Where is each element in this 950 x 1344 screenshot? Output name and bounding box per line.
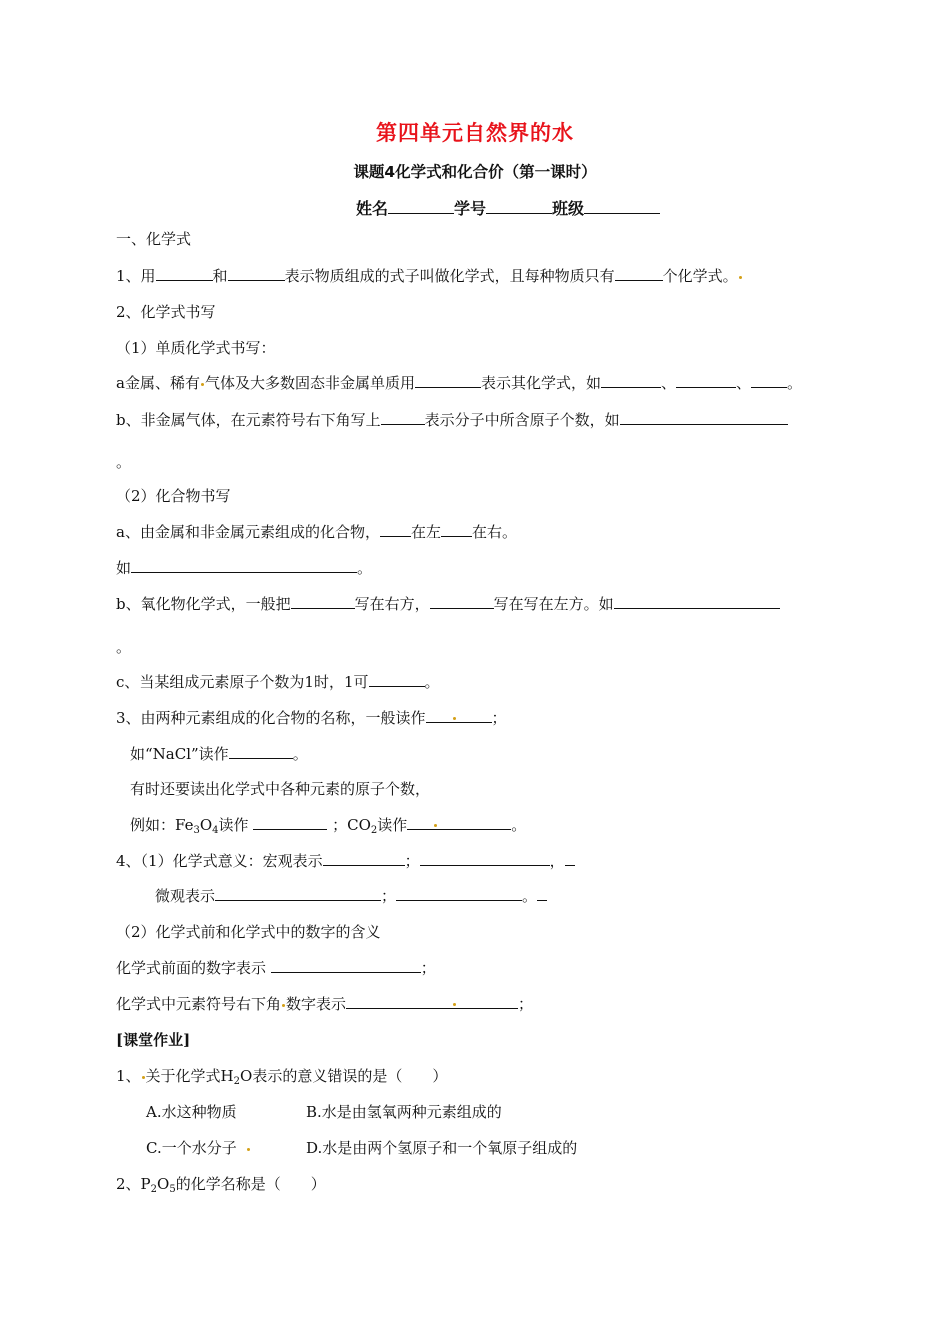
text: ； bbox=[404, 852, 420, 870]
question-line-13 bbox=[116, 708, 507, 728]
text: 。 bbox=[522, 887, 538, 905]
text: 表示物质组成的式子叫做化学式，且每种物质只有 bbox=[284, 267, 615, 285]
question-line-1 bbox=[116, 266, 743, 286]
text: ； bbox=[491, 709, 507, 727]
option-a[interactable]: A.水这种物质 bbox=[146, 1103, 237, 1121]
text: 气体及大多数固态非金属单质用 bbox=[204, 374, 415, 392]
text: 如 bbox=[116, 559, 132, 577]
blank[interactable] bbox=[156, 266, 213, 281]
text: 、 bbox=[736, 374, 752, 392]
text: ， bbox=[549, 852, 565, 870]
text: 写在写在左方。如 bbox=[493, 595, 614, 613]
blank[interactable] bbox=[420, 851, 550, 866]
exercise-2 bbox=[116, 1174, 326, 1200]
text: ；CO bbox=[332, 816, 371, 834]
mark-dot bbox=[453, 717, 456, 720]
question-line-14 bbox=[130, 744, 308, 764]
blank[interactable] bbox=[620, 410, 788, 425]
text: 关于化学式H bbox=[145, 1067, 234, 1085]
blank[interactable] bbox=[380, 522, 411, 537]
blank[interactable] bbox=[396, 886, 522, 901]
exercise-1 bbox=[116, 1066, 447, 1092]
subscript: 4 bbox=[212, 825, 219, 836]
blank[interactable] bbox=[323, 851, 405, 866]
blank[interactable] bbox=[228, 266, 285, 281]
text: b、非金属气体，在元素符号右下角写上 bbox=[116, 411, 381, 429]
text: a金属、稀有 bbox=[116, 374, 200, 392]
text: 读作 bbox=[218, 816, 249, 834]
blank[interactable] bbox=[229, 744, 293, 759]
name-label: 姓名 bbox=[356, 199, 389, 218]
text: 表示分子中所含原子个数，如 bbox=[424, 411, 620, 429]
text: ； bbox=[381, 887, 397, 905]
question-line-3: （1）单质化学式书写： bbox=[116, 339, 276, 357]
text: 的化学名称是（ ） bbox=[175, 1175, 326, 1193]
text: 和 bbox=[212, 267, 228, 285]
mark-dot bbox=[434, 824, 437, 827]
blank[interactable] bbox=[430, 594, 494, 609]
option-d[interactable]: D.水是由两个氢原子和一个氧原子组成的 bbox=[306, 1139, 578, 1157]
class-blank[interactable] bbox=[584, 199, 660, 214]
text: C.一个水分子 bbox=[146, 1139, 237, 1157]
subscript: 3 bbox=[193, 825, 200, 836]
text: 4、（1）化学式意义：宏观表示 bbox=[116, 852, 323, 870]
option-b[interactable]: B.水是由氢氧两种元素组成的 bbox=[306, 1103, 502, 1121]
option-c[interactable] bbox=[146, 1138, 251, 1158]
mark-dot bbox=[282, 1004, 285, 1007]
question-line-10 bbox=[116, 594, 780, 614]
question-line-17 bbox=[116, 851, 575, 871]
text: 。 bbox=[292, 745, 308, 763]
text: 表示其化学式，如 bbox=[480, 374, 601, 392]
question-line-7: （2）化合物书写 bbox=[116, 487, 231, 505]
text: 在左 bbox=[410, 523, 441, 541]
text: b、氧化物化学式，一般把 bbox=[116, 595, 291, 613]
blank[interactable] bbox=[369, 672, 425, 687]
question-line-21 bbox=[116, 994, 533, 1014]
id-blank[interactable] bbox=[486, 199, 552, 214]
question-line-18 bbox=[155, 886, 547, 906]
blank[interactable] bbox=[253, 815, 327, 830]
subscript: 2 bbox=[233, 1076, 241, 1087]
text: 。 bbox=[357, 559, 373, 577]
text: 。 bbox=[787, 374, 803, 392]
text: c、当某组成元素原子个数为1时，1可 bbox=[116, 673, 369, 691]
question-line-15: 有时还要读出化学式中各种元素的原子个数， bbox=[130, 780, 431, 798]
question-line-20 bbox=[116, 958, 436, 978]
mark-dot bbox=[247, 1148, 250, 1151]
blank[interactable] bbox=[346, 994, 518, 1009]
blank[interactable] bbox=[215, 886, 381, 901]
question-line-11: 。 bbox=[116, 638, 132, 656]
text: 1、 bbox=[116, 1067, 141, 1085]
blank[interactable] bbox=[271, 958, 421, 973]
blank[interactable] bbox=[291, 594, 355, 609]
text: 3、由两种元素组成的化合物的名称，一般读作 bbox=[116, 709, 426, 727]
subscript: 2 bbox=[370, 825, 378, 836]
text: O bbox=[199, 816, 213, 834]
student-info-line bbox=[356, 196, 660, 219]
lesson-subtitle: 课题4化学式和化合价（第一课时） bbox=[353, 163, 597, 181]
question-line-2: 2、化学式书写 bbox=[116, 303, 216, 321]
question-line-6: 。 bbox=[116, 453, 132, 471]
blank[interactable] bbox=[614, 594, 780, 609]
text: 写在右方， bbox=[354, 595, 430, 613]
text: O bbox=[157, 1175, 170, 1193]
id-label: 学号 bbox=[454, 199, 487, 218]
text: 2、P bbox=[116, 1175, 151, 1193]
text: a、由金属和非金属元素组成的化合物， bbox=[116, 523, 380, 541]
text: 个化学式。 bbox=[662, 267, 738, 285]
mark-dot bbox=[201, 383, 204, 386]
mark-dot bbox=[739, 276, 742, 279]
mark-dot bbox=[453, 1003, 456, 1006]
text: 化学式中元素符号右下角 bbox=[116, 995, 282, 1013]
text: 。 bbox=[511, 816, 527, 834]
name-blank[interactable] bbox=[388, 199, 454, 214]
blank[interactable] bbox=[615, 266, 663, 281]
question-line-9 bbox=[116, 558, 372, 578]
text: 化学式前面的数字表示 bbox=[116, 959, 267, 977]
unit-title: 第四单元自然界的水 bbox=[376, 121, 574, 145]
text: 如“NaCl”读作 bbox=[130, 745, 229, 763]
text: 1、用 bbox=[116, 267, 156, 285]
blank[interactable] bbox=[441, 522, 472, 537]
subscript: 5 bbox=[169, 1184, 176, 1195]
blank[interactable] bbox=[381, 410, 425, 425]
class-label: 班级 bbox=[552, 199, 585, 218]
text: 例如：Fe bbox=[130, 816, 194, 834]
subscript: 2 bbox=[150, 1184, 158, 1195]
text: 在右。 bbox=[471, 523, 517, 541]
blank[interactable] bbox=[565, 851, 575, 866]
text: 数字表示 bbox=[286, 995, 347, 1013]
question-line-12 bbox=[116, 672, 440, 692]
text: 读作 bbox=[377, 816, 408, 834]
blank[interactable] bbox=[131, 558, 357, 573]
question-line-16 bbox=[130, 815, 526, 841]
text: 、 bbox=[660, 374, 676, 392]
text: ； bbox=[420, 959, 436, 977]
blank[interactable] bbox=[751, 373, 787, 388]
text: O表示的意义错误的是（ ） bbox=[240, 1067, 448, 1085]
text: 。 bbox=[424, 673, 440, 691]
blank[interactable] bbox=[426, 708, 492, 723]
question-line-5 bbox=[116, 410, 788, 430]
section-heading: 一、化学式 bbox=[116, 230, 192, 248]
classwork-heading: [课堂作业] bbox=[116, 1031, 191, 1049]
text: ； bbox=[518, 995, 534, 1013]
blank[interactable] bbox=[537, 886, 547, 901]
question-line-8 bbox=[116, 522, 517, 542]
blank[interactable] bbox=[601, 373, 661, 388]
blank[interactable] bbox=[415, 373, 481, 388]
mark-dot bbox=[142, 1076, 145, 1079]
blank[interactable] bbox=[407, 815, 511, 830]
text: 微观表示 bbox=[155, 887, 216, 905]
question-line-19: （2）化学式前和化学式中的数字的含义 bbox=[116, 923, 381, 941]
question-line-4 bbox=[116, 373, 802, 393]
blank[interactable] bbox=[676, 373, 736, 388]
